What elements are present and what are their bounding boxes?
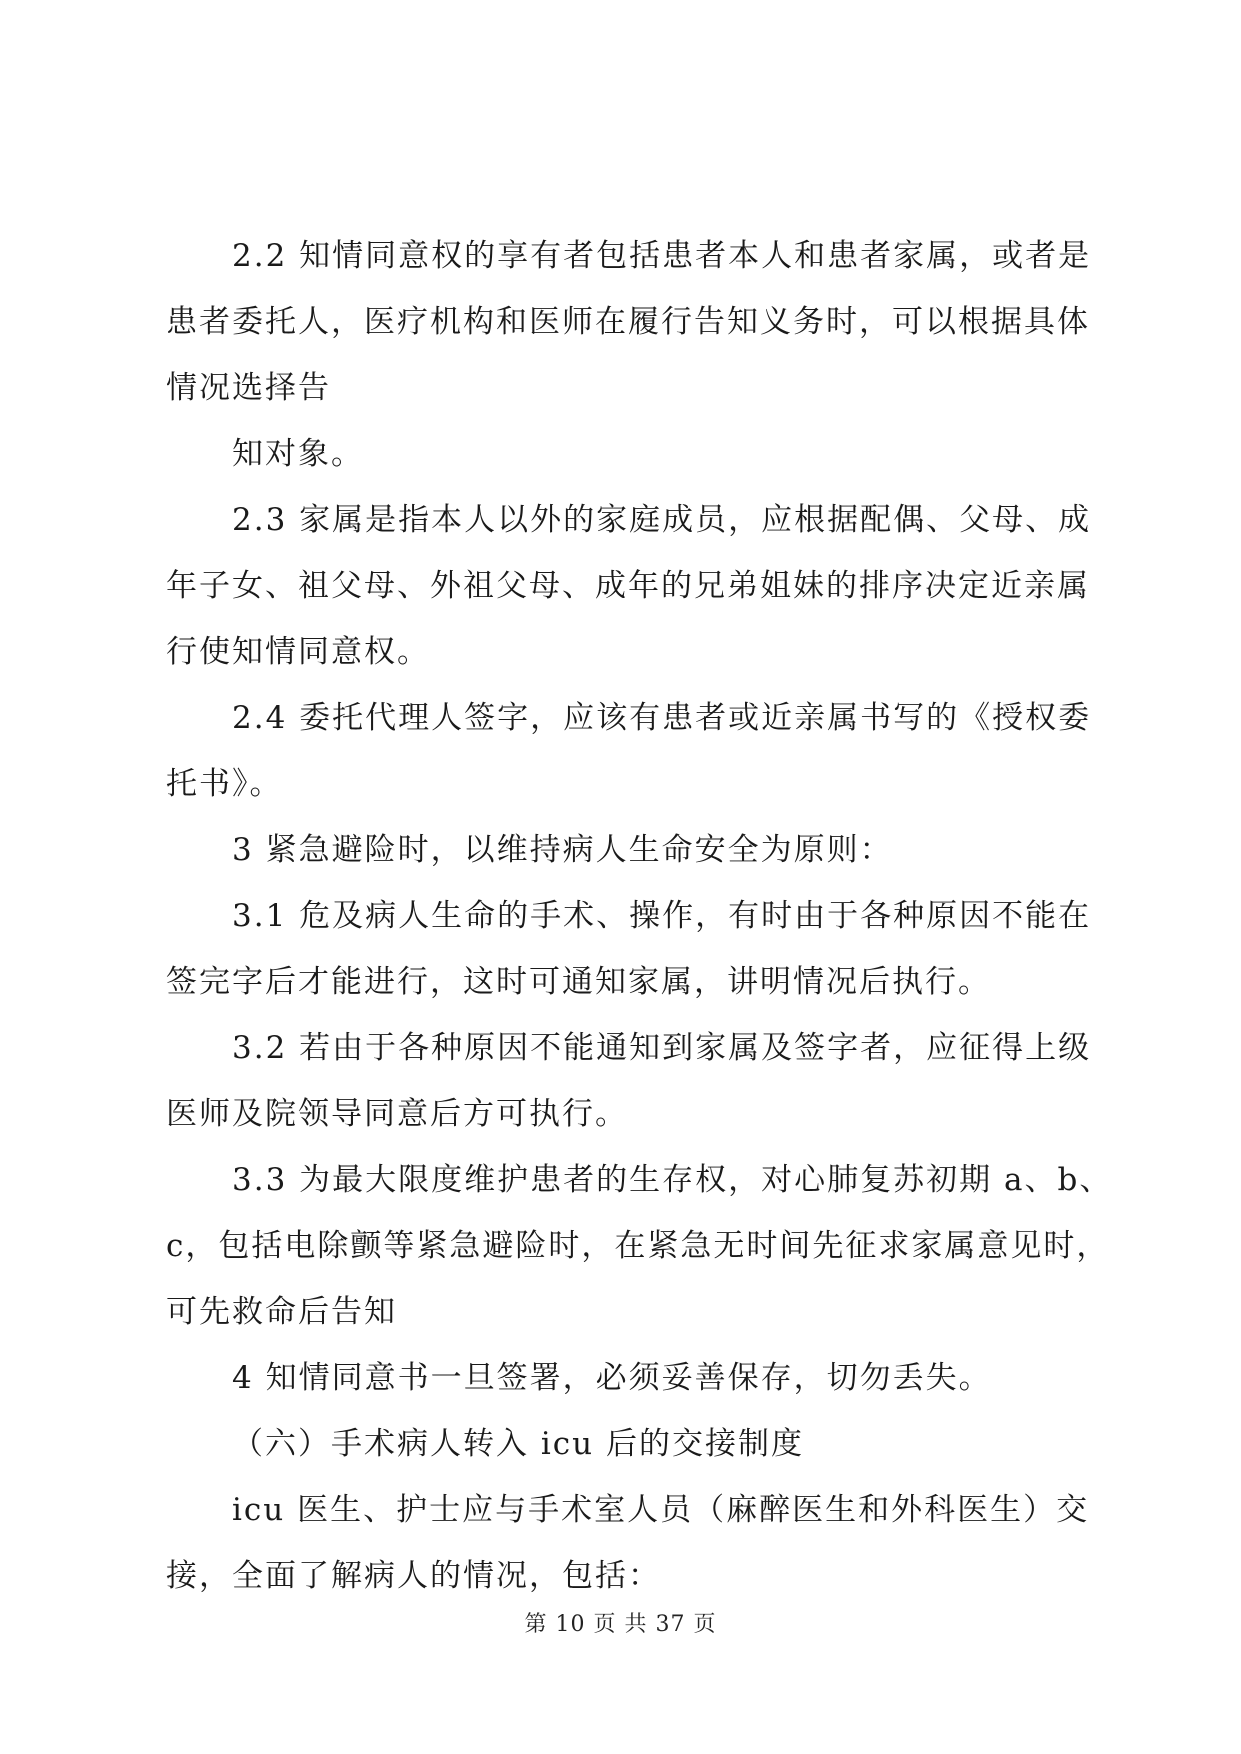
text-line: 2.3 家属是指本人以外的家庭成员，应根据配偶、父母、成 (232, 502, 1092, 538)
text-line: icu 医生、护士应与手术室人员（麻醉医生和外科医生）交 (232, 1492, 1090, 1528)
section-heading: 4 知情同意书一旦签署，必须妥善保存，切勿丢失。 (232, 1360, 992, 1396)
text-line: 行使知情同意权。 (166, 634, 430, 670)
text-line: 2.2 知情同意权的享有者包括患者本人和患者家属，或者是 (232, 238, 1092, 274)
page-number-footer: 第 10 页 共 37 页 (524, 1612, 717, 1637)
text-line: 年子女、祖父母、外祖父母、成年的兄弟姐妹的排序决定近亲属 (166, 568, 1090, 604)
text-line: c，包括电除颤等紧急避险时，在紧急无时间先征求家属意见时， (166, 1228, 1110, 1264)
section-heading: （六）手术病人转入 icu 后的交接制度 (232, 1426, 804, 1462)
text-line: 情况选择告 (166, 370, 331, 406)
text-line: 患者委托人，医疗机构和医师在履行告知义务时，可以根据具体 (166, 304, 1090, 340)
text-line: 知对象。 (232, 436, 364, 472)
section-heading: 3 紧急避险时，以维持病人生命安全为原则： (232, 832, 893, 868)
text-line: 医师及院领导同意后方可执行。 (166, 1096, 628, 1132)
text-line: 托书》。 (166, 766, 283, 802)
text-line: 3.2 若由于各种原因不能通知到家属及签字者，应征得上级 (232, 1030, 1092, 1066)
text-line: 可先救命后告知 (166, 1294, 397, 1330)
text-line: 接，全面了解病人的情况，包括： (166, 1558, 661, 1594)
text-line: 签完字后才能进行，这时可通知家属，讲明情况后执行。 (166, 964, 991, 1000)
text-line: 3.3 为最大限度维护患者的生存权，对心肺复苏初期 a、b、 (232, 1162, 1113, 1198)
text-line: 2.4 委托代理人签字，应该有患者或近亲属书写的《授权委 (232, 700, 1092, 736)
text-line: 3.1 危及病人生命的手术、操作，有时由于各种原因不能在 (232, 898, 1092, 934)
